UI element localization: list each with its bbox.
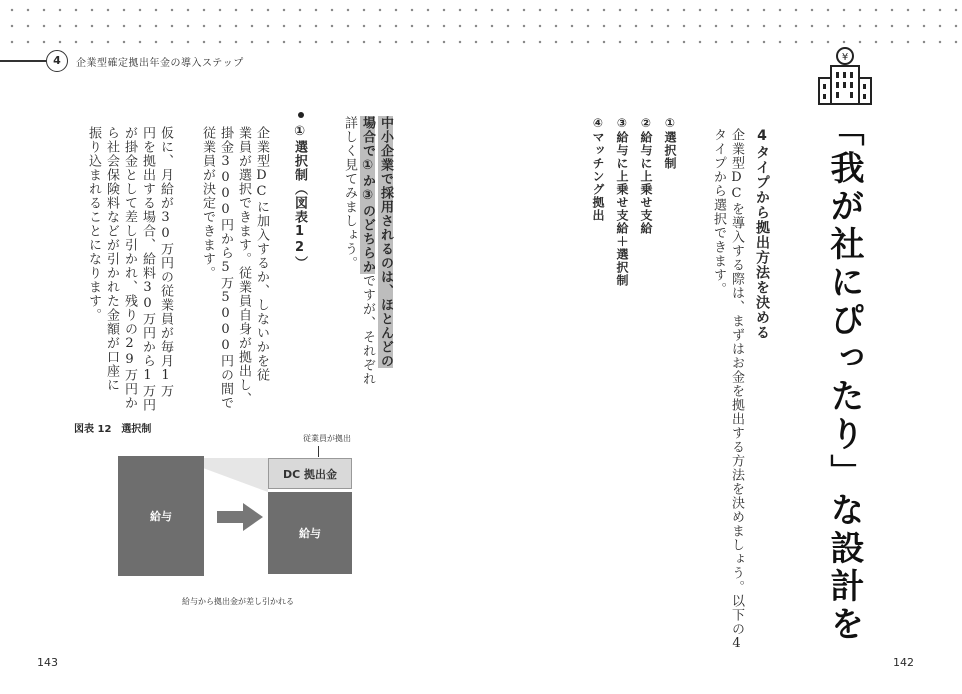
lead-line-1 [376, 116, 394, 416]
arrow-right-icon [217, 503, 263, 531]
lead-line-1-highlight: 中小企業で採用されるのは、ほとんどの [378, 116, 393, 368]
item-heading: ①選択制（図表12） [292, 124, 307, 270]
para2-line-4: ら社会保険料などが引かれた金額が口座に [104, 126, 119, 392]
page-title: 「我が社にぴったり」な設計を [824, 112, 864, 644]
header-rule [0, 60, 46, 62]
type-list [586, 116, 682, 287]
building-icon [815, 44, 875, 106]
para2-line-5: 振り込まれることになります。 [86, 126, 101, 322]
lead-line-2 [358, 116, 376, 416]
intro-line-1: 企業型DCを導入する際は、まずはお金を拠出する方法を決めましょう。以下の4 [729, 128, 744, 652]
lead-line-2-highlight: 場合で①か③のどちらか [360, 116, 375, 274]
figure-salary-box-right: 給与 [268, 492, 352, 574]
intro-line-2: タイプから選択できます。 [711, 128, 726, 296]
header-dot-pattern [0, 0, 962, 50]
item-paragraph-1 [198, 126, 270, 416]
para1-line-3: 掛金3000円から5万5000円の間で [218, 126, 233, 410]
intro-paragraph [705, 128, 745, 652]
type-item-3: ③給与に上乗せ支給＋選択制 [615, 116, 629, 287]
chapter-number-badge: 4 [46, 50, 68, 72]
item-paragraph-2 [84, 126, 174, 416]
figure-dc-box: DC 拠出金 [268, 458, 352, 489]
dc-label-tick [318, 446, 319, 457]
para1-line-1: 企業型DCに加入するか、しないかを従 [254, 126, 269, 382]
para2-line-2: 円を拠出する場合、給料30万円から1万円 [140, 126, 155, 412]
para1-line-4: 従業員が決定できます。 [200, 126, 215, 280]
figure-footer: 給与から拠出金が差し引かれる [182, 597, 294, 606]
item-bullet [298, 112, 304, 118]
lead-line-2-rest: ですが、それぞれ [360, 274, 375, 386]
lead-line-3: 詳しく見てみましょう。 [342, 116, 357, 270]
svg-text:¥: ¥ [841, 52, 849, 63]
page-number-right: 142 [893, 656, 914, 669]
figure-salary-box-left: 給与 [118, 456, 204, 576]
type-item-2: ②給与に上乗せ支給 [639, 116, 653, 235]
type-item-1: ①選択制 [663, 116, 677, 170]
lead-paragraph [340, 116, 394, 416]
figure-caption: 図表 12 選択制 [74, 424, 152, 435]
para2-line-3: が掛金として差し引かれ、残りの29万円か [122, 126, 137, 410]
page-number-left: 143 [37, 656, 58, 669]
para1-line-2: 業員が選択できます。従業員自身が拠出し、 [236, 126, 251, 406]
section-heading: 4タイプから拠出方法を決める [754, 128, 770, 340]
para2-line-1: 仮に、月給が30万円の従業員が毎月1万 [158, 126, 173, 398]
dc-label: 従業員が拠出 [303, 434, 351, 443]
type-item-4: ④マッチング拠出 [591, 116, 605, 222]
chapter-title: 企業型確定拠出年金の導入ステップ [76, 58, 244, 69]
